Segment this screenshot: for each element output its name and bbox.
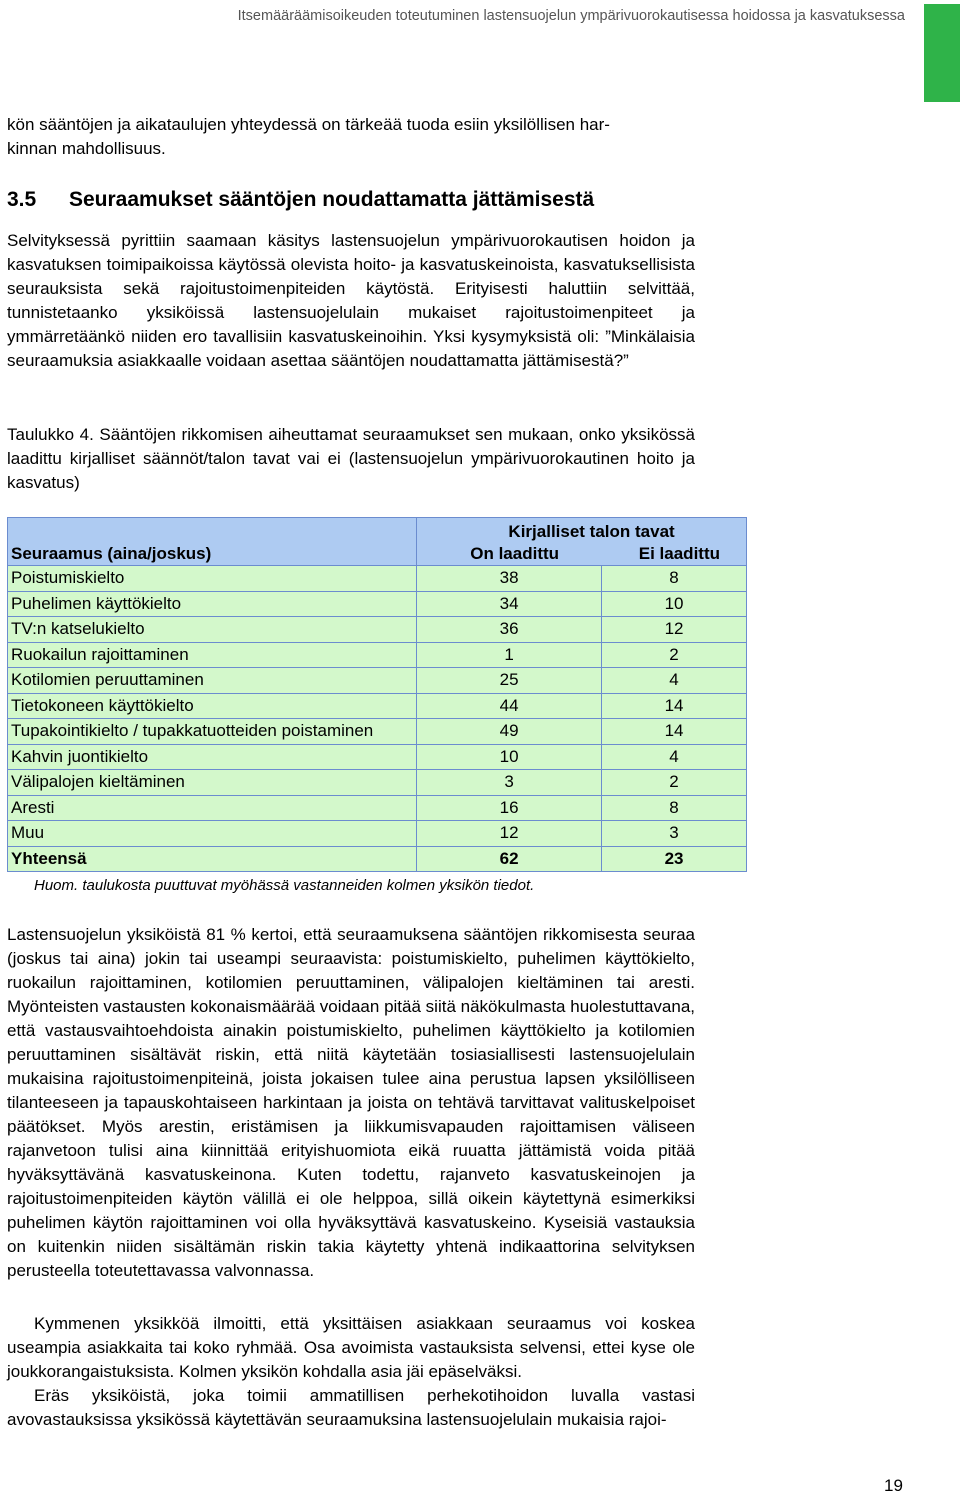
row-label: Muu	[8, 821, 417, 847]
row-value-no: 3	[602, 821, 747, 847]
row-label: Kotilomien peruuttaminen	[8, 668, 417, 694]
column-header-consequence: Seuraamus (aina/joskus)	[8, 518, 417, 566]
paragraph-1-text: Selvityksessä pyrittiin saamaan käsitys lastensuojelun ympärivuorokautisen hoidon ja kasvatuksen toimipaikoissa käytössä olevista hoito- ja kasvatuskeinoista, kasvatuksellisista seurauksista sekä rajoitustoimenpiteiden käytöstä. Erityisesti haluttiin selvittää, tunnistetaanko yksiköissä lastensuojelulain mukaiset rajoitustoimenpiteet ja ymmärretäänkö niiden ero tavallisiin kasvatuskeinoihin. Yksi kysymyksistä oli: ”Minkälaisia seuraamuksia asiakkaalle voidaan asettaa sääntöjen noudattamatta jättämisestä?”	[7, 231, 695, 370]
row-value-no: 2	[602, 770, 747, 796]
table-row	[8, 617, 747, 643]
intro-line-2: kinnan mahdollisuus.	[7, 139, 166, 158]
intro-paragraph	[7, 113, 695, 161]
row-value-no: 23	[602, 846, 747, 872]
section-title: Seuraamukset sääntöjen noudattamatta jättämisestä	[69, 188, 595, 211]
column-group-header	[417, 518, 747, 566]
row-value-yes: 44	[417, 693, 602, 719]
row-value-no: 10	[602, 591, 747, 617]
table-header-row	[8, 518, 747, 566]
table-row	[8, 719, 747, 745]
row-label: Tietokoneen käyttökielto	[8, 693, 417, 719]
row-label: Tupakointikielto / tupakkatuotteiden poistaminen	[8, 719, 417, 745]
table-row	[8, 642, 747, 668]
row-value-yes: 38	[417, 566, 602, 592]
row-value-yes: 25	[417, 668, 602, 694]
row-value-no: 4	[602, 668, 747, 694]
table-row	[8, 821, 747, 847]
paragraph-3-text: Kymmenen yksikköä ilmoitti, että yksittäisen asiakkaan seuraamus voi koskea useampia asiakkaita tai koko ryhmää. Osa avoimista vastauksista selvensi, ettei kyse ole joukkorangaistuksista. Kolmen yksikön kohdalla asia jäi epäselväksi.	[7, 1314, 695, 1381]
row-label: Välipalojen kieltäminen	[8, 770, 417, 796]
row-value-no: 12	[602, 617, 747, 643]
consequences-table	[7, 517, 747, 872]
row-label: Kahvin juontikielto	[8, 744, 417, 770]
row-value-yes: 12	[417, 821, 602, 847]
row-value-no: 8	[602, 566, 747, 592]
paragraph-1	[7, 229, 695, 373]
row-label: Yhteensä	[8, 846, 417, 872]
paragraph-4-text: Eräs yksiköistä, joka toimii ammatillisen perhekotihoidon luvalla vastasi avovastauksissa yksikössä käytettävän seuraamuksina lastensuojelulain mukaisia rajoi-	[7, 1386, 695, 1429]
table-total-row	[8, 846, 747, 872]
row-label: Ruokailun rajoittaminen	[8, 642, 417, 668]
row-value-no: 2	[602, 642, 747, 668]
row-value-yes: 16	[417, 795, 602, 821]
table-row	[8, 693, 747, 719]
table-row	[8, 566, 747, 592]
table-row	[8, 770, 747, 796]
paragraph-2	[7, 923, 695, 1283]
table-note: Huom. taulukosta puuttuvat myöhässä vastanneiden kolmen yksikön tiedot.	[34, 877, 535, 894]
table-row	[8, 795, 747, 821]
row-value-no: 14	[602, 693, 747, 719]
row-label: TV:n katselukielto	[8, 617, 417, 643]
table-caption-text: Taulukko 4. Sääntöjen rikkomisen aiheuttamat seuraamukset sen mukaan, onko yksikössä laadittu kirjalliset säännöt/talon tavat vai ei (lastensuojelun ympärivuorokautinen hoito ja kasvatus)	[7, 425, 695, 492]
row-value-yes: 36	[417, 617, 602, 643]
row-label: Aresti	[8, 795, 417, 821]
table-row	[8, 744, 747, 770]
table-row	[8, 668, 747, 694]
table-caption	[7, 423, 695, 495]
row-value-yes: 34	[417, 591, 602, 617]
column-header-no: Ei laadittu	[638, 544, 720, 563]
row-value-yes: 1	[417, 642, 602, 668]
page-number: 19	[884, 1476, 903, 1495]
column-header-yes: On laadittu	[470, 544, 560, 563]
table-row	[8, 591, 747, 617]
section-heading	[7, 186, 594, 214]
row-value-no: 4	[602, 744, 747, 770]
row-value-yes: 10	[417, 744, 602, 770]
running-header: Itsemääräämisoikeuden toteutuminen lastensuojelun ympärivuorokautisessa hoidossa ja kasvatuksessa	[237, 8, 905, 24]
row-label: Puhelimen käyttökielto	[8, 591, 417, 617]
intro-line-1: kön sääntöjen ja aikataulujen yhteydessä on tärkeää tuoda esiin yksilöllisen har-	[7, 115, 610, 134]
paragraph-4	[7, 1384, 695, 1432]
group-header-written-rules: Kirjalliset talon tavat	[508, 522, 675, 541]
row-value-yes: 3	[417, 770, 602, 796]
row-value-no: 8	[602, 795, 747, 821]
section-number: 3.5	[7, 188, 37, 211]
row-label: Poistumiskielto	[8, 566, 417, 592]
paragraph-2-text: Lastensuojelun yksiköistä 81 % kertoi, että seuraamuksena sääntöjen rikkomisesta seuraa (joskus tai aina) jokin tai useampi seuraavista: poistumiskielto, puhelimen käyttökielto, ruokailun rajoittaminen, kotilomien peruuttaminen, välipalojen kieltäminen tai aresti. Myönteisten vastausten kokonaismäärää voidaan pitää siitä näkökulmasta huolestuttavana, että vastausvaihtoehdoista ainakin poistumiskielto, puhelimen käyttökielto ja kotilomien peruuttaminen sisältävät riskin, että niitä käytetään tosiasiallisesti lastensuojelulain mukaisina rajoitustoimenpiteinä, joista jokaisen tulee aina perustua lapsen yksilölliseen tilanteeseen ja tapauskohtaiseen harkintaan ja joista on tehtävä tarvittavat valituskelpoiset päätökset. Myös arestin, eristämisen ja liikkumisvapauden rajoittamisen väliseen rajanvetoon tulisi aina kiinnittää erityishuomiota eikä ruuatta jättämistä voida pitää hyväksyttävänä kasvatuskeinona. Kuten todettu, rajanveto kasvatuskeinojen ja rajoitustoimenpiteiden käytön välillä ei ole helppoa, sillä oikein käytettynä esimerkiksi puhelimen käytön rajoittaminen voi olla hyväksyttävä kasvatuskeino. Kyseisiä vastauksia on kuitenkin niiden sisältämän riskin takia käytetty yhtenä indikaattorina selvityksen perusteella toteutettavassa valvonnassa.	[7, 925, 695, 1280]
row-value-yes: 62	[417, 846, 602, 872]
row-value-no: 14	[602, 719, 747, 745]
chapter-tab-marker	[924, 4, 960, 102]
row-value-yes: 49	[417, 719, 602, 745]
paragraph-3	[7, 1312, 695, 1384]
